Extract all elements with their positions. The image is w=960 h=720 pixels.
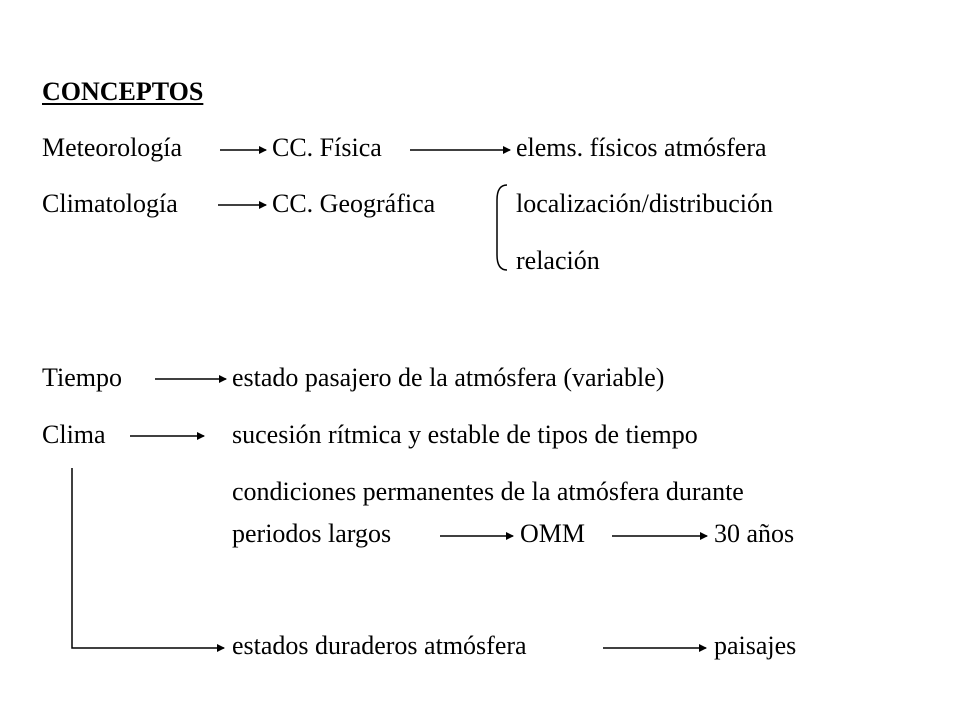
term-clima: Clima <box>42 420 106 449</box>
science-geografica: CC. Geográfica <box>272 189 436 218</box>
object-elems-fisicos: elems. físicos atmósfera <box>516 133 767 162</box>
term-meteorologia: Meteorología <box>42 133 183 162</box>
term-climatologia: Climatología <box>42 189 178 218</box>
definition-tiempo: estado pasajero de la atmósfera (variable) <box>232 363 665 392</box>
organization-omm: OMM <box>520 519 586 548</box>
object-localizacion: localización/distribución <box>516 189 774 218</box>
definition-clima-estados: estados duraderos atmósfera <box>232 631 527 660</box>
definition-clima-sucesion: sucesión rítmica y estable de tipos de tiempo <box>232 420 698 449</box>
duration-30-anos: 30 años <box>714 519 795 548</box>
definition-clima-periodos: periodos largos <box>232 519 392 548</box>
bracket-geografica <box>497 185 507 270</box>
object-relacion: relación <box>516 246 600 275</box>
slide-title: CONCEPTOS <box>42 77 204 106</box>
term-tiempo: Tiempo <box>42 363 122 392</box>
result-paisajes: paisajes <box>714 631 797 660</box>
science-fisica: CC. Física <box>272 133 382 162</box>
definition-clima-condiciones: condiciones permanentes de la atmósfera durante <box>232 477 744 506</box>
elbow-arrow-clima-estados <box>72 468 224 648</box>
